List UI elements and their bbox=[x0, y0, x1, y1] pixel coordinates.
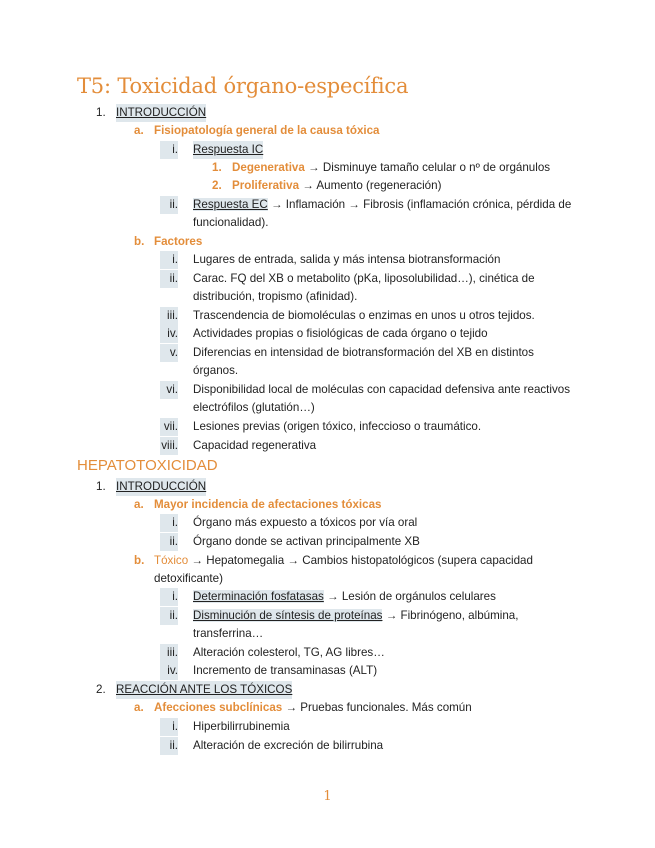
term-bold: Afecciones subclínicas bbox=[154, 701, 283, 714]
list-text: Respuesta IC bbox=[193, 141, 263, 159]
list-text: Órgano más expuesto a tóxicos por vía oral bbox=[193, 516, 418, 529]
section-title: REACCIÓN ANTE LOS TÓXICOS bbox=[116, 681, 292, 699]
list-text: Lugares de entrada, salida y más intensa biotransformación bbox=[193, 253, 501, 266]
list-letter: a. bbox=[134, 498, 144, 511]
list-text: Diferencias en intensidad de biotransformación del XB en distintos bbox=[193, 346, 534, 359]
list-text: Incremento de transaminasas (ALT) bbox=[193, 664, 378, 677]
list-text: → Lesión de orgánulos celulares bbox=[323, 590, 496, 603]
section-title: INTRODUCCIÓN bbox=[116, 478, 206, 496]
list-letter: b. bbox=[134, 554, 145, 567]
list-text: Capacidad regenerativa bbox=[193, 439, 317, 452]
list-letter: a. bbox=[134, 124, 144, 137]
list-roman: i. bbox=[160, 588, 178, 606]
list-text: → Hepatomegalia → Cambios histopatológicos (supera capacidad bbox=[188, 554, 533, 567]
list-text: Trascendencia de biomoléculas o enzimas en unos u otros tejidos. bbox=[193, 309, 535, 322]
list-text: Órgano donde se activan principalmente XB bbox=[193, 535, 420, 548]
list-letter: a. bbox=[134, 701, 144, 714]
list-text: → Fibrinógeno, albúmina, bbox=[382, 609, 519, 622]
list-roman: i. bbox=[160, 718, 178, 736]
list-text: Alteración colesterol, TG, AG libres… bbox=[193, 646, 385, 659]
list-text: detoxificante) bbox=[154, 572, 223, 585]
list-roman: ii. bbox=[160, 533, 178, 551]
list-text: funcionalidad). bbox=[193, 216, 269, 229]
term-bold: Proliferativa bbox=[232, 179, 300, 192]
list-roman: i. bbox=[160, 514, 178, 532]
list-roman: v. bbox=[160, 344, 178, 362]
subsection-title: Mayor incidencia de afectaciones tóxicas bbox=[154, 498, 382, 511]
list-number: 1. bbox=[96, 480, 106, 493]
list-text: Actividades propias o fisiológicas de cada órgano o tejido bbox=[193, 327, 488, 340]
term-bold: Degenerativa bbox=[232, 161, 305, 174]
list-roman: i. bbox=[160, 141, 178, 159]
list-text: Disponibilidad local de moléculas con capacidad defensiva ante reactivos bbox=[193, 383, 571, 396]
list-roman: iii. bbox=[160, 644, 178, 662]
list-roman: ii. bbox=[160, 737, 178, 755]
list-text: electrófilos (glutatión…) bbox=[193, 401, 315, 414]
term-underlined: Respuesta EC bbox=[193, 198, 268, 211]
list-roman: iv. bbox=[160, 325, 178, 343]
list-roman: iv. bbox=[160, 662, 178, 680]
list-roman: ii. bbox=[160, 270, 178, 288]
term-underlined: Determinación fosfatasas bbox=[193, 590, 324, 603]
list-number: 1. bbox=[212, 161, 222, 174]
term-bold: Tóxico bbox=[154, 554, 189, 567]
list-text: Alteración de excreción de bilirrubina bbox=[193, 739, 384, 752]
list-number: 2. bbox=[212, 179, 222, 192]
list-number: 2. bbox=[96, 683, 106, 696]
list-number: 1. bbox=[96, 106, 106, 119]
section-heading: HEPATOTOXICIDAD bbox=[77, 457, 218, 474]
list-text: → Aumento (regeneración) bbox=[299, 179, 442, 192]
list-text: transferrina… bbox=[193, 627, 264, 640]
list-text: Lesiones previas (origen tóxico, infeccioso o traumático. bbox=[193, 420, 482, 433]
list-letter: b. bbox=[134, 235, 145, 248]
page-title: T5: Toxicidad órgano-específica bbox=[77, 74, 409, 98]
list-text: Hiperbilirrubinemia bbox=[193, 720, 290, 733]
term-underlined: Disminución de síntesis de proteínas bbox=[193, 609, 383, 622]
list-roman: i. bbox=[160, 251, 178, 269]
subsection-title: Fisiopatología general de la causa tóxica bbox=[154, 124, 380, 137]
page-number: 1 bbox=[323, 789, 332, 804]
list-text: órganos. bbox=[193, 364, 239, 377]
list-roman: viii. bbox=[160, 437, 178, 455]
list-roman: vii. bbox=[160, 418, 178, 436]
list-roman: iii. bbox=[160, 307, 178, 325]
list-roman: ii. bbox=[160, 196, 178, 214]
list-text: → Disminuye tamaño celular o nº de orgánulos bbox=[304, 161, 551, 174]
section-title: INTRODUCCIÓN bbox=[116, 104, 206, 122]
subsection-title: Factores bbox=[154, 235, 203, 248]
list-roman: vi. bbox=[160, 381, 178, 399]
list-text: → Inflamación → Fibrosis (inflamación crónica, pérdida de bbox=[267, 198, 572, 211]
list-roman: ii. bbox=[160, 607, 178, 625]
list-text: distribución, tropismo (afinidad). bbox=[193, 290, 358, 303]
list-text: → Pruebas funcionales. Más común bbox=[282, 701, 472, 714]
list-text: Carac. FQ del XB o metabolito (pKa, liposolubilidad…), cinética de bbox=[193, 272, 535, 285]
